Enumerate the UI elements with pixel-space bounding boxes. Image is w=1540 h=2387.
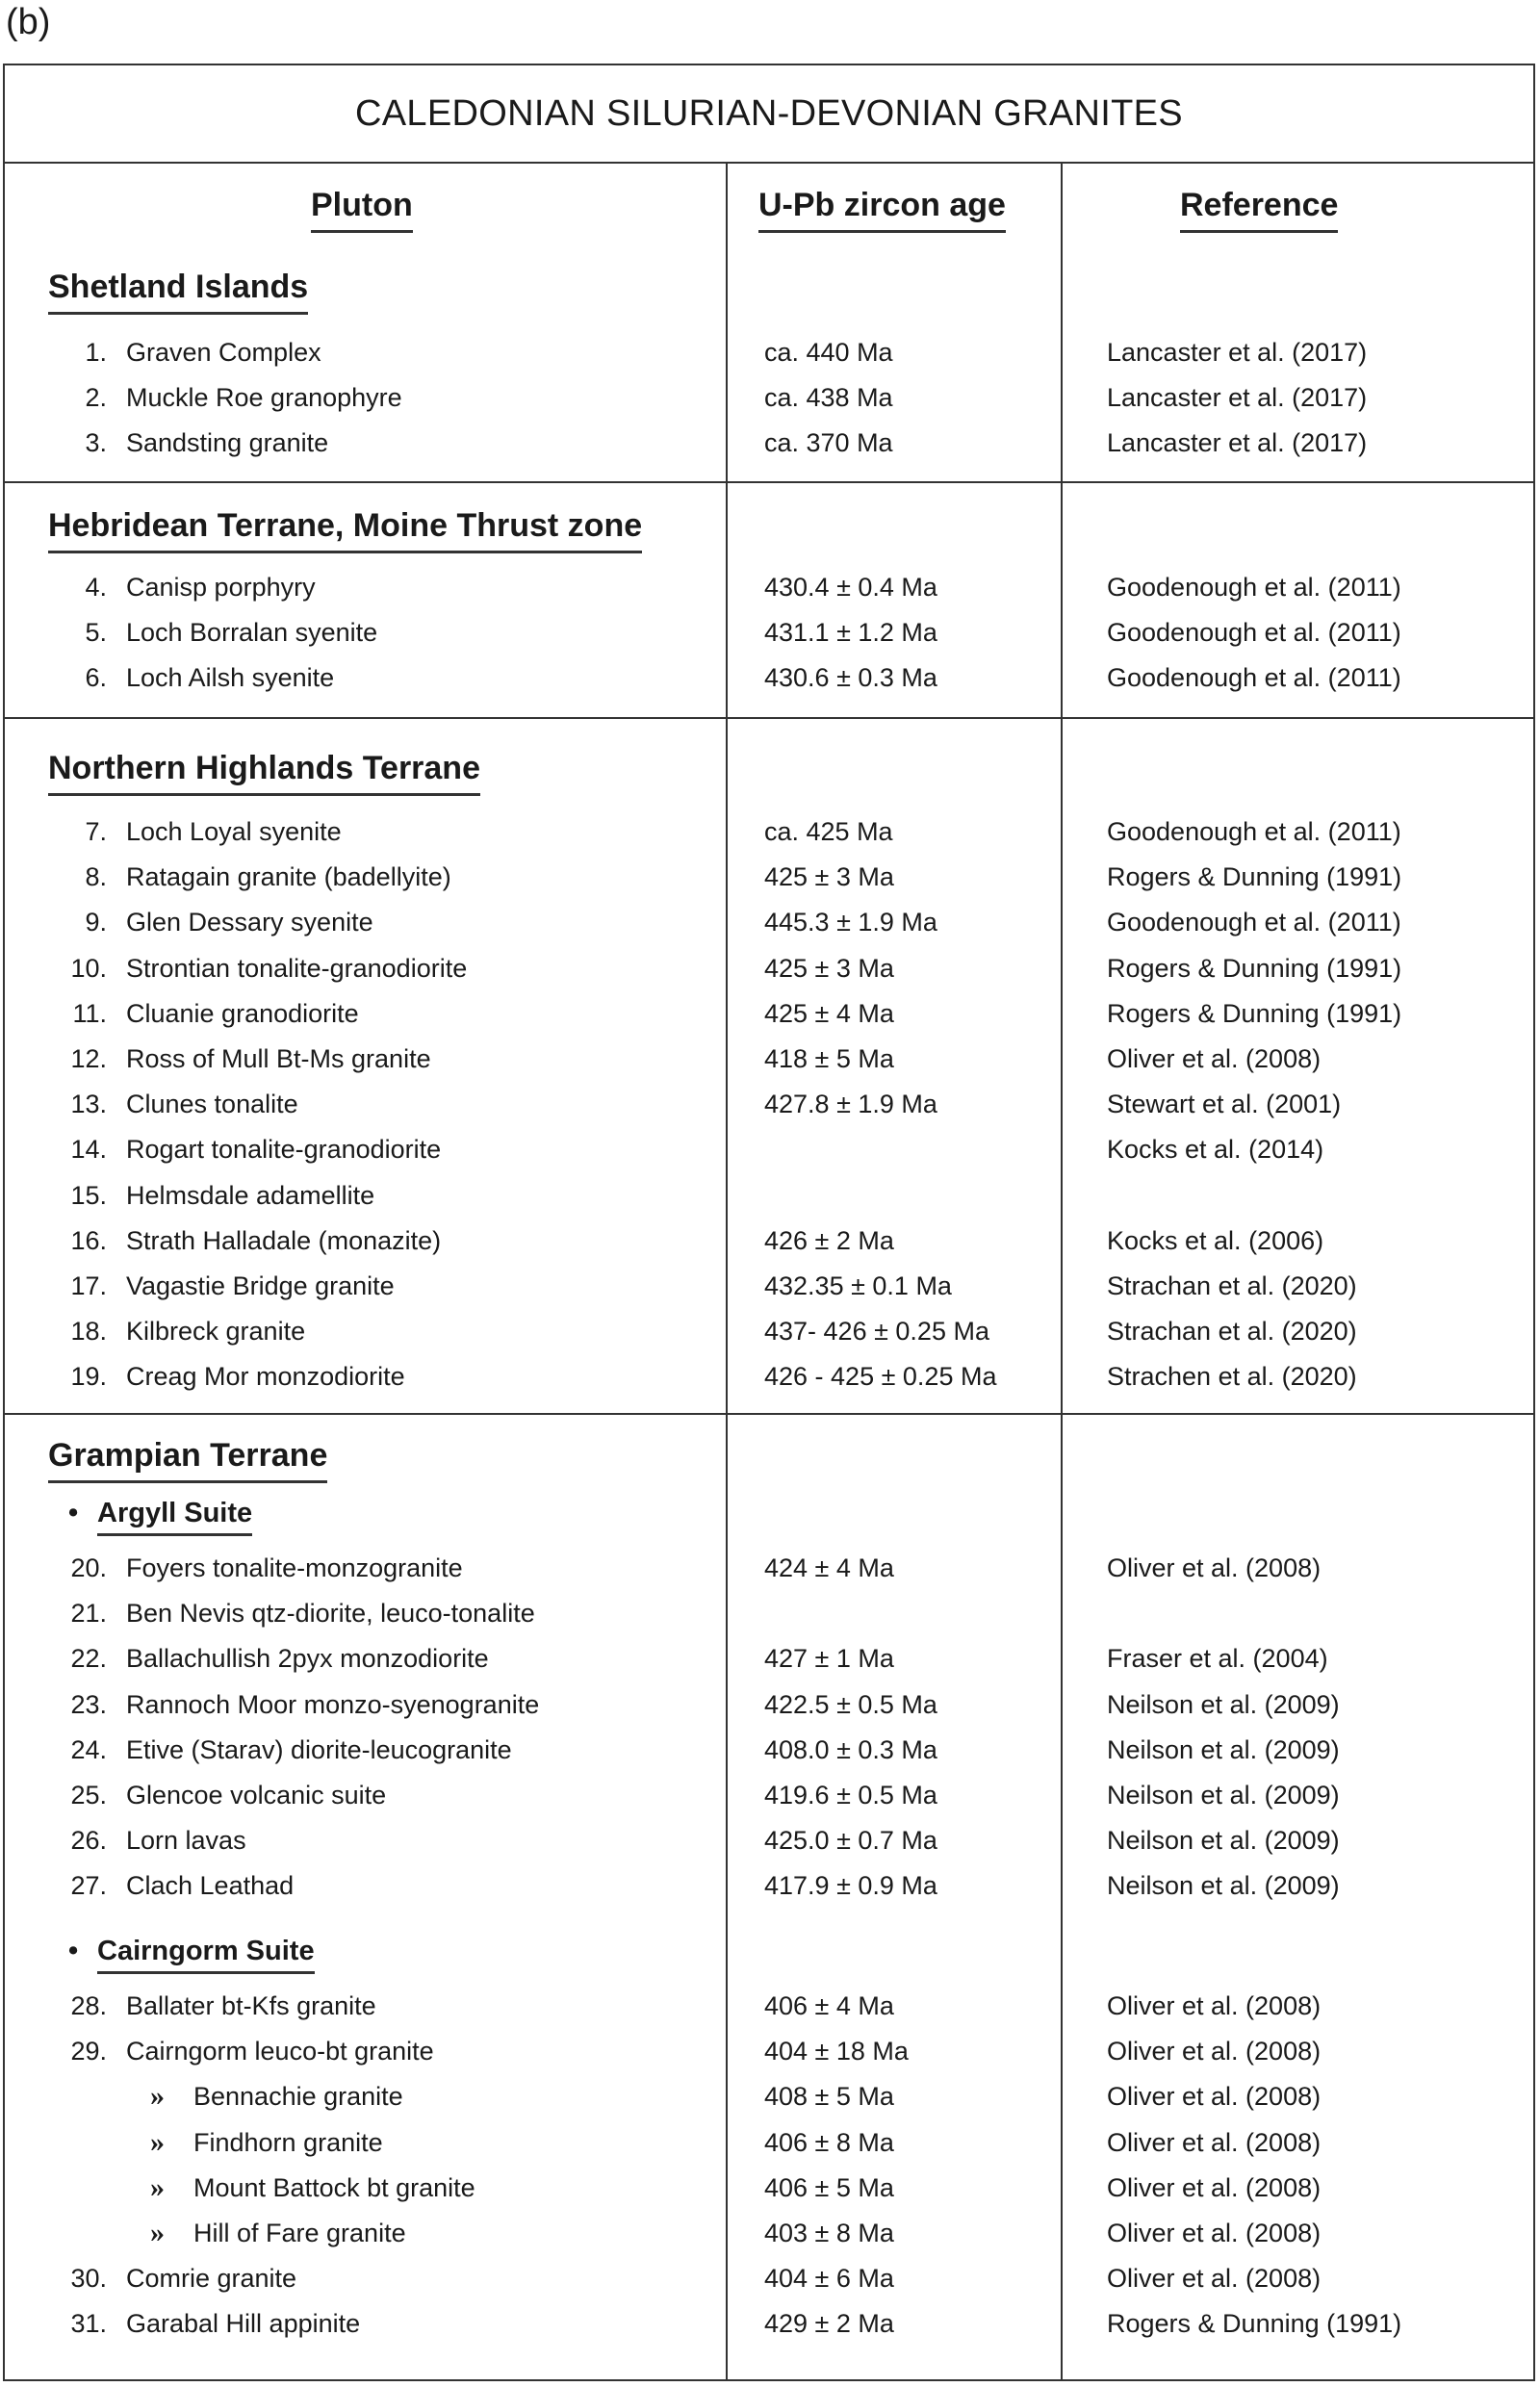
pluton-name: Kilbreck granite <box>126 1317 306 1347</box>
zircon-age: 425 ± 4 Ma <box>764 998 894 1028</box>
reference: Strachan et al. (2020) <box>1107 1317 1357 1347</box>
header-age: U-Pb zircon age <box>758 187 1006 233</box>
pluton-name: Loch Borralan syenite <box>126 618 378 648</box>
suite-heading: • Argyll Suite <box>68 1498 252 1536</box>
reference: Rogers & Dunning (1991) <box>1107 998 1402 1028</box>
section-title: Northern Highlands Terrane <box>48 750 480 796</box>
zircon-age: 404 ± 6 Ma <box>764 2264 894 2294</box>
zircon-age: 437- 426 ± 0.25 Ma <box>764 1317 989 1347</box>
row-number: 12. <box>70 1044 107 1073</box>
row-number: 25. <box>70 1781 107 1810</box>
reference: Lancaster et al. (2017) <box>1107 383 1368 413</box>
row-number: 8. <box>85 862 107 892</box>
reference: Lancaster et al. (2017) <box>1107 428 1368 458</box>
reference: Strachan et al. (2020) <box>1107 1271 1357 1300</box>
reference: Strachen et al. (2020) <box>1107 1362 1357 1392</box>
row-number: 13. <box>70 1090 107 1119</box>
zircon-age: 432.35 ± 0.1 Ma <box>764 1271 952 1300</box>
pluton-name: Sandsting granite <box>126 428 329 458</box>
pluton-name: Ballater bt-Kfs granite <box>126 1991 376 2020</box>
reference: Goodenough et al. (2011) <box>1107 618 1401 648</box>
header-pluton: Pluton <box>311 187 413 233</box>
reference: Kocks et al. (2014) <box>1107 1135 1324 1165</box>
pluton-name: Foyers tonalite-monzogranite <box>126 1553 463 1582</box>
pluton-name: Vagastie Bridge granite <box>126 1271 395 1300</box>
row-number: 4. <box>85 573 107 602</box>
reference: Neilson et al. (2009) <box>1107 1871 1340 1901</box>
pluton-name: Muckle Roe granophyre <box>126 383 402 413</box>
zircon-age: 424 ± 4 Ma <box>764 1553 894 1582</box>
pluton-name: Glen Dessary syenite <box>126 908 373 937</box>
section-title: Grampian Terrane <box>48 1437 327 1483</box>
zircon-age: 431.1 ± 1.2 Ma <box>764 618 937 648</box>
row-number: 28. <box>70 1991 107 2020</box>
table-row <box>5 2032 1533 2070</box>
reference: Goodenough et al. (2011) <box>1107 573 1401 602</box>
reference: Rogers & Dunning (1991) <box>1107 862 1402 892</box>
reference: Neilson et al. (2009) <box>1107 1734 1340 1764</box>
row-number: 2. <box>85 383 107 413</box>
reference: Oliver et al. (2008) <box>1107 1553 1322 1582</box>
zircon-age: 417.9 ± 0.9 Ma <box>764 1871 937 1901</box>
row-number: 22. <box>70 1644 107 1674</box>
table-title: CALEDONIAN SILURIAN-DEVONIAN GRANITES <box>5 65 1533 164</box>
table-row <box>5 903 1533 941</box>
table-row <box>5 1312 1533 1350</box>
reference: Lancaster et al. (2017) <box>1107 338 1368 367</box>
reference: Oliver et al. (2008) <box>1107 2172 1322 2202</box>
pluton-name: Ratagain granite (badellyite) <box>126 862 451 892</box>
pluton-name: Helmsdale adamellite <box>126 1180 375 1210</box>
row-number: 17. <box>70 1271 107 1300</box>
zircon-age: ca. 440 Ma <box>764 338 893 367</box>
pluton-name: Bennachie granite <box>193 2082 403 2112</box>
table-row <box>5 2077 1533 2116</box>
zircon-age: 408.0 ± 0.3 Ma <box>764 1734 937 1764</box>
pluton-name: Clach Leathad <box>126 1871 295 1901</box>
table-row <box>5 2259 1533 2297</box>
zircon-age: 406 ± 5 Ma <box>764 2172 894 2202</box>
reference: Fraser et al. (2004) <box>1107 1644 1328 1674</box>
table-row <box>5 2123 1533 2162</box>
pluton-name: Comrie granite <box>126 2264 297 2294</box>
pluton-name: Rannoch Moor monzo-syenogranite <box>126 1689 540 1719</box>
bullet-icon: • <box>68 1498 79 1528</box>
reference: Oliver et al. (2008) <box>1107 2127 1322 2157</box>
row-number: 14. <box>70 1135 107 1165</box>
reference: Neilson et al. (2009) <box>1107 1826 1340 1856</box>
pluton-name: Ross of Mull Bt-Ms granite <box>126 1044 431 1073</box>
table-row <box>5 1221 1533 1260</box>
pluton-name: Strontian tonalite-granodiorite <box>126 953 468 983</box>
row-number: » <box>150 2217 165 2248</box>
pluton-name: Mount Battock bt granite <box>193 2172 475 2202</box>
section-title: Hebridean Terrane, Moine Thrust zone <box>48 507 642 553</box>
table-row <box>5 812 1533 851</box>
reference: Rogers & Dunning (1991) <box>1107 953 1402 983</box>
row-number: » <box>150 2125 165 2158</box>
pluton-name: Lorn lavas <box>126 1826 246 1856</box>
zircon-age: ca. 425 Ma <box>764 817 893 846</box>
zircon-age: 425 ± 3 Ma <box>764 862 894 892</box>
row-number: » <box>150 2080 165 2113</box>
reference: Neilson et al. (2009) <box>1107 1689 1340 1719</box>
pluton-name: Loch Loyal syenite <box>126 817 342 846</box>
zircon-age: 419.6 ± 0.5 Ma <box>764 1781 937 1810</box>
table-row <box>5 424 1533 462</box>
row-number: 16. <box>70 1225 107 1255</box>
row-number: 29. <box>70 2037 107 2066</box>
table-row <box>5 1731 1533 1769</box>
pluton-name: Findhorn granite <box>193 2127 383 2157</box>
reference: Neilson et al. (2009) <box>1107 1781 1340 1810</box>
section-divider <box>5 717 1533 719</box>
reference: Oliver et al. (2008) <box>1107 2037 1322 2066</box>
table-row <box>5 1639 1533 1678</box>
table-row <box>5 1357 1533 1396</box>
pluton-name: Cluanie granodiorite <box>126 998 359 1028</box>
row-number: 26. <box>70 1826 107 1856</box>
zircon-age: 429 ± 2 Ma <box>764 2309 894 2339</box>
table-row <box>5 2169 1533 2207</box>
header-reference: Reference <box>1180 187 1338 233</box>
table-row <box>5 1776 1533 1814</box>
pluton-name: Ballachullish 2pyx monzodiorite <box>126 1644 489 1674</box>
pluton-name: Graven Complex <box>126 338 321 367</box>
pluton-name: Creag Mor monzodiorite <box>126 1362 405 1392</box>
table-row <box>5 658 1533 697</box>
zircon-age: 427 ± 1 Ma <box>764 1644 894 1674</box>
reference: Oliver et al. (2008) <box>1107 1991 1322 2020</box>
reference: Goodenough et al. (2011) <box>1107 817 1401 846</box>
reference: Goodenough et al. (2011) <box>1107 663 1401 693</box>
section-divider <box>5 481 1533 483</box>
row-number: 23. <box>70 1689 107 1719</box>
table-row <box>5 1594 1533 1632</box>
table-row <box>5 1267 1533 1305</box>
table-row <box>5 1549 1533 1587</box>
pluton-name: Garabal Hill appinite <box>126 2309 361 2339</box>
zircon-age: 425.0 ± 0.7 Ma <box>764 1826 937 1856</box>
zircon-age: 418 ± 5 Ma <box>764 1044 894 1073</box>
section-title: Shetland Islands <box>48 269 308 315</box>
table-row <box>5 378 1533 417</box>
row-number: 21. <box>70 1599 107 1629</box>
reference: Kocks et al. (2006) <box>1107 1225 1324 1255</box>
table-row <box>5 333 1533 372</box>
table-row <box>5 949 1533 988</box>
pluton-name: Ben Nevis qtz-diorite, leuco-tonalite <box>126 1599 535 1629</box>
row-number: 7. <box>85 817 107 846</box>
pluton-name: Strath Halladale (monazite) <box>126 1225 442 1255</box>
row-number: 30. <box>70 2264 107 2294</box>
row-number: 3. <box>85 428 107 458</box>
row-number: 31. <box>70 2309 107 2339</box>
pluton-name: Glencoe volcanic suite <box>126 1781 387 1810</box>
zircon-age: 426 ± 2 Ma <box>764 1225 894 1255</box>
zircon-age: ca. 370 Ma <box>764 428 893 458</box>
reference: Oliver et al. (2008) <box>1107 2264 1322 2294</box>
reference: Oliver et al. (2008) <box>1107 1044 1322 1073</box>
zircon-age: 430.6 ± 0.3 Ma <box>764 663 937 693</box>
table-row <box>5 1040 1533 1078</box>
row-number: 11. <box>72 998 107 1028</box>
pluton-name: Cairngorm leuco-bt granite <box>126 2037 434 2066</box>
row-number: 27. <box>70 1871 107 1901</box>
row-number: » <box>150 2170 165 2203</box>
reference: Goodenough et al. (2011) <box>1107 908 1401 937</box>
zircon-age: 404 ± 18 Ma <box>764 2037 909 2066</box>
table-row <box>5 1987 1533 2025</box>
pluton-name: Hill of Fare granite <box>193 2219 406 2247</box>
table-row <box>5 1866 1533 1905</box>
suite-heading: • Cairngorm Suite <box>68 1936 315 1974</box>
pluton-name: Etive (Starav) diorite-leucogranite <box>126 1734 512 1764</box>
row-number: 10. <box>70 953 107 983</box>
zircon-age: 427.8 ± 1.9 Ma <box>764 1090 937 1119</box>
pluton-name: Rogart tonalite-granodiorite <box>126 1135 442 1165</box>
row-number: 5. <box>85 618 107 648</box>
pluton-name: Canisp porphyry <box>126 573 316 602</box>
reference: Stewart et al. (2001) <box>1107 1090 1342 1119</box>
zircon-age: 403 ± 8 Ma <box>764 2219 894 2247</box>
zircon-age: 445.3 ± 1.9 Ma <box>764 908 937 937</box>
reference: Rogers & Dunning (1991) <box>1107 2309 1402 2339</box>
zircon-age: 406 ± 4 Ma <box>764 1991 894 2020</box>
panel-label: (b) <box>6 2 51 42</box>
reference: Oliver et al. (2008) <box>1107 2082 1322 2112</box>
table-row <box>5 2304 1533 2343</box>
table-row <box>5 1176 1533 1215</box>
table-row <box>5 1821 1533 1860</box>
zircon-age: 430.4 ± 0.4 Ma <box>764 573 937 602</box>
bullet-icon: • <box>68 1936 79 1966</box>
zircon-age: 406 ± 8 Ma <box>764 2127 894 2157</box>
table-row <box>5 994 1533 1033</box>
zircon-age: 408 ± 5 Ma <box>764 2082 894 2112</box>
row-number: 6. <box>85 663 107 693</box>
table-row <box>5 568 1533 606</box>
granite-table <box>3 64 1535 2381</box>
reference: Oliver et al. (2008) <box>1107 2219 1322 2247</box>
row-number: 19. <box>70 1362 107 1392</box>
table-row <box>5 1685 1533 1724</box>
table-row <box>5 1130 1533 1168</box>
row-number: 24. <box>70 1734 107 1764</box>
pluton-name: Clunes tonalite <box>126 1090 298 1119</box>
pluton-name: Loch Ailsh syenite <box>126 663 335 693</box>
table-row <box>5 1085 1533 1123</box>
table-row <box>5 858 1533 896</box>
row-number: 1. <box>85 338 107 367</box>
zircon-age: 425 ± 3 Ma <box>764 953 894 983</box>
row-number: 15. <box>70 1180 107 1210</box>
zircon-age: 426 - 425 ± 0.25 Ma <box>764 1362 997 1392</box>
table-row <box>5 613 1533 652</box>
row-number: 20. <box>70 1553 107 1582</box>
zircon-age: ca. 438 Ma <box>764 383 893 413</box>
zircon-age: 422.5 ± 0.5 Ma <box>764 1689 937 1719</box>
section-divider <box>5 1413 1533 1415</box>
row-number: 18. <box>70 1317 107 1347</box>
row-number: 9. <box>85 908 107 937</box>
table-row <box>5 2214 1533 2252</box>
